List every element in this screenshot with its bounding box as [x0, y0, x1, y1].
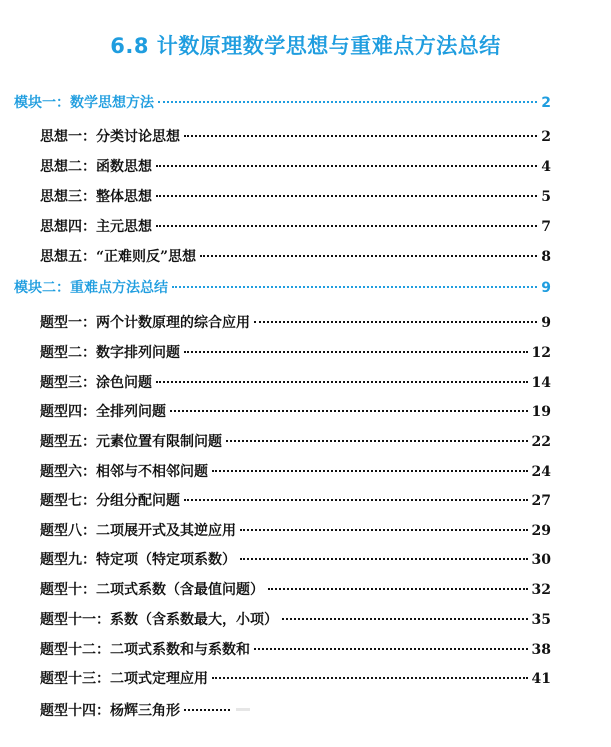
toc-entry-label: 题型五：元素位置有限制问题	[40, 434, 222, 450]
toc-entry-label: 题型七：分组分配问题	[40, 493, 180, 509]
toc-page-number: 2	[541, 95, 551, 111]
toc-page-number: 32	[531, 582, 551, 598]
toc-leader-dots	[156, 225, 537, 227]
toc-module-label: 模块二：重难点方法总结	[14, 280, 168, 296]
toc-entry-label: 思想四：主元思想	[40, 219, 152, 235]
faded-dots	[236, 708, 250, 711]
toc-entry[interactable]	[40, 186, 551, 208]
toc-leader-dots	[158, 101, 537, 103]
toc-page-number: 29	[531, 523, 551, 539]
toc-leader-dots	[170, 410, 528, 412]
toc-leader-dots	[268, 588, 528, 590]
toc-page-number: 30	[531, 552, 551, 568]
toc-leader-dots	[240, 558, 528, 560]
toc-leader-dots	[240, 529, 528, 531]
toc-entry-label: 题型十三：二项式定理应用	[40, 671, 208, 687]
toc-leader-dots	[156, 165, 537, 167]
toc-page-number: 4	[541, 159, 551, 175]
toc-page-number: 24	[531, 464, 551, 480]
toc-entry-label: 思想一：分类讨论思想	[40, 129, 180, 145]
toc-entry-label: 题型十四：杨辉三角形	[40, 703, 180, 719]
toc-leader-dots	[184, 499, 528, 501]
toc-entry-label: 题型一：两个计数原理的综合应用	[40, 315, 250, 331]
toc-leader-dots	[156, 195, 537, 197]
toc-leader-dots	[254, 648, 528, 650]
toc-leader-dots	[226, 440, 528, 442]
toc-entry[interactable]	[40, 401, 551, 423]
toc-page-number: 35	[531, 612, 551, 628]
toc-entry[interactable]	[40, 639, 551, 661]
toc-entry-label: 题型十一：系数（含系数最大，小项）	[40, 612, 278, 628]
toc-page-number: 9	[541, 280, 551, 296]
toc-module-label: 模块一：数学思想方法	[14, 95, 154, 111]
toc-entry[interactable]	[40, 246, 551, 268]
toc-entry[interactable]	[40, 312, 551, 334]
toc-page-number: 9	[541, 315, 551, 331]
toc-entry[interactable]	[40, 549, 551, 571]
toc-page-number: 38	[531, 642, 551, 658]
toc-entry[interactable]	[40, 156, 551, 178]
toc-leader-dots	[184, 351, 528, 353]
toc-leader-dots	[200, 255, 537, 257]
toc-entry-label: 题型二：数字排列问题	[40, 345, 180, 361]
toc-entry[interactable]	[40, 668, 551, 690]
toc-page-number: 19	[531, 404, 551, 420]
toc-leader-dots	[184, 135, 537, 137]
toc-page-number: 12	[531, 345, 551, 361]
toc-leader-dots	[212, 677, 528, 679]
toc-leader-dots	[184, 709, 230, 711]
toc-entry[interactable]	[40, 372, 551, 394]
toc-leader-dots	[212, 470, 528, 472]
toc-entry[interactable]	[40, 216, 551, 238]
toc-entry-label: 思想三：整体思想	[40, 189, 152, 205]
toc-entry[interactable]	[40, 490, 551, 512]
toc-leader-dots	[156, 381, 528, 383]
toc-page-number: 8	[541, 249, 551, 265]
toc-entry-label: 题型九：特定项（特定项系数）	[40, 552, 236, 568]
toc-entry[interactable]	[40, 461, 551, 483]
document-title: 6.8 计数原理数学思想与重难点方法总结	[110, 34, 501, 58]
toc-entry[interactable]	[40, 520, 551, 542]
toc-entry-label: 题型八：二项展开式及其逆应用	[40, 523, 236, 539]
toc-entry-label: 题型十二：二项式系数和与系数和	[40, 642, 250, 658]
toc-entry-label: 思想二：函数思想	[40, 159, 152, 175]
toc-module-1[interactable]	[14, 92, 551, 114]
toc-page-number: 2	[541, 129, 551, 145]
toc-page-number: 27	[531, 493, 551, 509]
toc-page-number: 22	[531, 434, 551, 450]
toc-entry[interactable]	[40, 609, 551, 631]
toc-leader-dots	[254, 321, 537, 323]
toc-leader-dots	[172, 286, 537, 288]
toc-entry[interactable]	[40, 126, 551, 148]
toc-entry-label: 题型四：全排列问题	[40, 404, 166, 420]
toc-entry[interactable]	[40, 342, 551, 364]
toc-entry[interactable]	[40, 579, 551, 601]
toc-leader-dots	[282, 618, 528, 620]
toc-page-number: 5	[541, 189, 551, 205]
toc-page-number: 7	[541, 219, 551, 235]
toc-entry-label: 题型三：涂色问题	[40, 375, 152, 391]
toc-page-number: 14	[531, 375, 551, 391]
toc-entry[interactable]	[40, 431, 551, 453]
toc-page-number: 41	[531, 671, 551, 687]
toc-entry[interactable]	[40, 700, 551, 722]
toc-entry-label: 题型六：相邻与不相邻问题	[40, 464, 208, 480]
toc-entry-label: 题型十：二项式系数（含最值问题）	[40, 582, 264, 598]
toc-entry-label: 思想五：“正难则反”思想	[40, 249, 197, 265]
toc-module-2[interactable]	[14, 277, 551, 299]
